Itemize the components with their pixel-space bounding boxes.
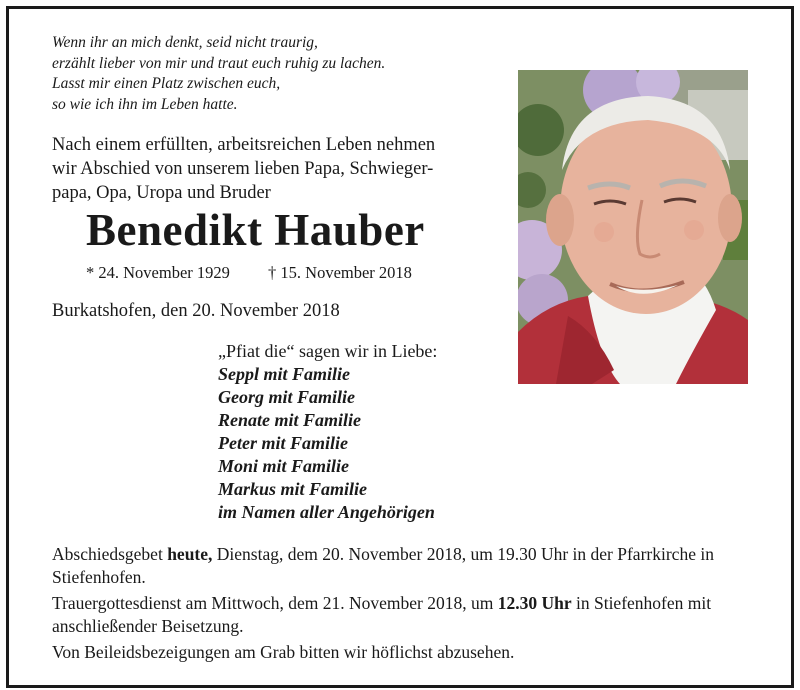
- family-member: Georg mit Familie: [218, 387, 355, 407]
- place-date: Burkatshofen, den 20. November 2018: [52, 301, 340, 321]
- poem-line: so wie ich ihn im Leben hatte.: [52, 95, 238, 113]
- life-dates: [86, 263, 412, 283]
- farewell-line: „Pfiat die“ sagen wir in Liebe:: [218, 341, 438, 361]
- poem-line: erzählt lieber von mir und traut euch ruhig zu lachen.: [52, 54, 386, 72]
- family-member: im Namen aller Angehörigen: [218, 502, 435, 522]
- mass-text-rest: in Stiefenhofen mit anschließender Beisetzung.: [52, 593, 712, 636]
- family-member: Renate mit Familie: [218, 410, 361, 430]
- death-date: † 15. November 2018: [268, 263, 412, 282]
- portrait-photo: [518, 70, 748, 384]
- prayer-emphasis: heute,: [167, 544, 213, 564]
- birth-date: * 24. November 1929: [86, 263, 230, 282]
- prayer-notice: [52, 543, 752, 589]
- service-info: [52, 543, 752, 667]
- condolence-notice: Von Beileidsbezeigungen am Grab bitten wir höflichst abzusehen.: [52, 642, 515, 662]
- prayer-text: Abschiedsgebet: [52, 544, 168, 564]
- mass-time: 12.30 Uhr: [497, 593, 572, 613]
- mass-notice: [52, 592, 752, 638]
- mass-text: Trauergottesdienst am Mittwoch, dem 21. November 2018, um: [52, 593, 498, 613]
- poem-line: Lasst mir einen Platz zwischen euch,: [52, 75, 281, 92]
- intro-line: papa, Opa, Uropa und Bruder: [52, 183, 271, 203]
- intro-line: wir Abschied von unserem lieben Papa, Schwieger-: [52, 159, 434, 179]
- poem: [52, 33, 385, 115]
- poem-line: Wenn ihr an mich denkt, seid nicht traurig,: [52, 34, 318, 51]
- deceased-name: Benedikt Hauber: [86, 205, 425, 255]
- family-member: Seppl mit Familie: [218, 364, 351, 384]
- intro-line: Nach einem erfüllten, arbeitsreichen Leben nehmen: [52, 135, 436, 155]
- family-member: Moni mit Familie: [218, 456, 350, 476]
- signers: [218, 340, 437, 524]
- intro-text: [52, 133, 435, 205]
- family-member: Markus mit Familie: [218, 479, 368, 499]
- family-member: Peter mit Familie: [218, 433, 348, 453]
- prayer-text-rest: Dienstag, dem 20. November 2018, um 19.30 Uhr in der Pfarrkirche in Stiefenhofen.: [52, 544, 714, 587]
